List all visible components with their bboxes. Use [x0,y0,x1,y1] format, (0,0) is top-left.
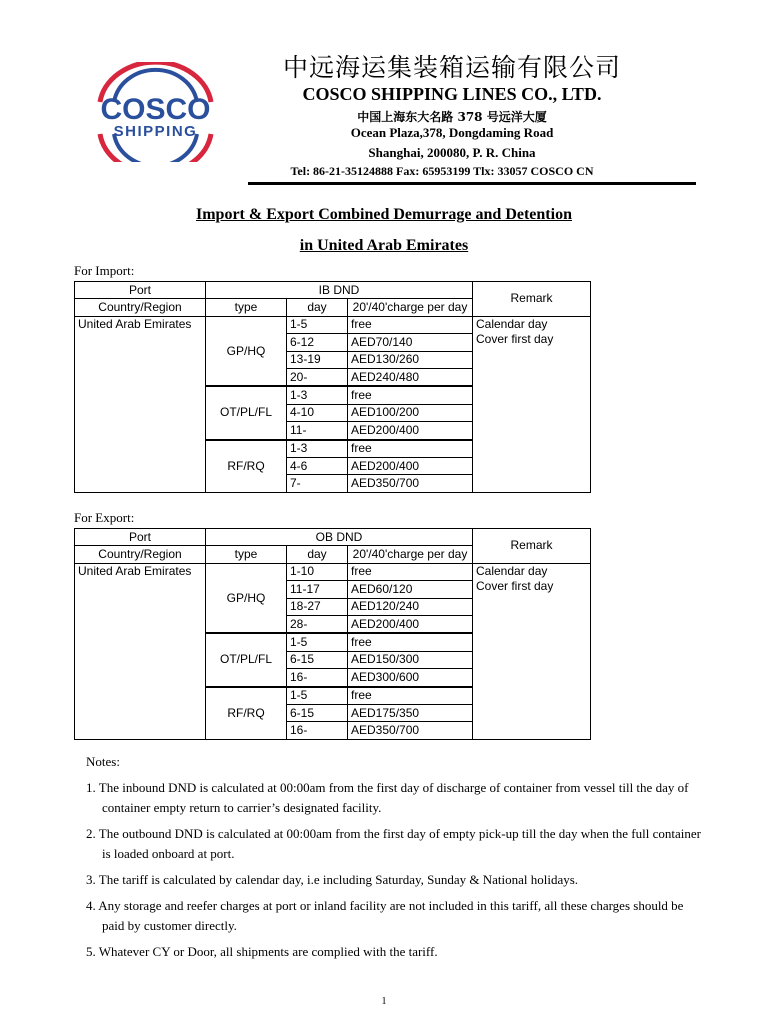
note-item: 4. Any storage and reefer charges at port or inland facility are not included in this tariff, all these charges should be paid by customer directly. [86,898,684,933]
export-dnd-table [74,528,591,740]
charge-cell: AED350/700 [348,722,473,739]
container-type-cell: GP/HQ [206,563,287,633]
container-type-cell: RF/RQ [206,440,287,493]
remark-header: Remark [473,529,591,564]
day-range-cell: 1-5 [287,316,348,333]
cosco-shipping-logo [78,62,233,162]
export-section-label: For Export: [74,510,135,525]
day-range-cell: 1-3 [287,386,348,404]
day-range-cell: 11-17 [287,581,348,598]
charge-cell: AED70/140 [348,334,473,351]
country-cell: United Arab Emirates [75,316,206,492]
note-item: 1. The inbound DND is calculated at 00:00am from the first day of discharge of container from vessel till the day of container empty return to carrier’s designated facility. [86,780,689,815]
charge-cell: AED300/600 [348,669,473,687]
day-range-cell: 4-10 [287,404,348,421]
import-dnd-table [74,281,591,493]
address-cn: 中国上海东大名路 378 号远洋大厦 [357,110,547,124]
charge-cell: free [348,440,473,458]
day-range-cell: 1-3 [287,440,348,458]
container-type-cell: RF/RQ [206,687,287,740]
charge-cell: AED100/200 [348,404,473,421]
port-header: Port [75,282,206,299]
remark-cell [473,316,591,492]
container-type-cell: OT/PL/FL [206,386,287,439]
port-header: Port [75,529,206,546]
company-name-en: COSCO SHIPPING LINES CO., LTD. [302,84,602,104]
note-item: 2. The outbound DND is calculated at 00:00am from the first day of empty pick-up till the day when the full container is loaded onboard at port. [86,826,701,861]
day-header: day [287,299,348,316]
day-range-cell: 16- [287,669,348,687]
day-range-cell: 18-27 [287,598,348,615]
day-range-cell: 16- [287,722,348,739]
header-divider [248,182,696,185]
address-line-2: Shanghai, 200080, P. R. China [368,145,536,160]
svg-text:COSCO: COSCO [100,93,211,126]
remark-line: Calendar day [476,316,548,331]
day-range-cell: 7- [287,475,348,492]
contact-line: Tel: 86-21-35124888 Fax: 65953199 Tlx: 33057 COSCO CN [290,164,594,178]
day-range-cell: 6-15 [287,651,348,668]
charge-cell: AED200/400 [348,615,473,633]
container-type-cell: OT/PL/FL [206,633,287,686]
notes-section [86,752,706,968]
charge-header: 20'/40'charge per day [348,546,473,563]
day-range-cell: 13-19 [287,351,348,368]
remark-cell [473,563,591,739]
charge-cell: free [348,386,473,404]
container-type-cell: GP/HQ [206,316,287,386]
page-number: 1 [381,996,387,1007]
charge-cell: AED130/260 [348,351,473,368]
document-title: Import & Export Combined Demurrage and Detention [196,206,572,223]
day-range-cell: 6-12 [287,334,348,351]
day-range-cell: 4-6 [287,457,348,474]
import-section-label: For Import: [74,263,135,278]
charge-cell: AED175/350 [348,704,473,721]
note-item: 5. Whatever CY or Door, all shipments are complied with the tariff. [86,944,438,959]
note-item: 3. The tariff is calculated by calendar day, i.e including Saturday, Sunday & National holidays. [86,872,579,887]
day-range-cell: 11- [287,422,348,440]
address-line-1: Ocean Plaza,378, Dongdaming Road [350,125,554,140]
group-header: OB DND [206,529,473,546]
remark-line: Cover first day [476,331,554,346]
day-range-cell: 6-15 [287,704,348,721]
country-cell: United Arab Emirates [75,563,206,739]
charge-cell: AED150/300 [348,651,473,668]
charge-cell: free [348,687,473,705]
charge-cell: free [348,633,473,651]
charge-cell: AED200/400 [348,457,473,474]
charge-cell: AED350/700 [348,475,473,492]
day-range-cell: 1-5 [287,687,348,705]
day-range-cell: 20- [287,368,348,386]
country-region-header: Country/Region [75,546,206,563]
country-region-header: Country/Region [75,299,206,316]
table-row [75,316,591,333]
charge-cell: free [348,316,473,333]
document-subtitle: in United Arab Emirates [299,237,469,254]
svg-text:SHIPPING: SHIPPING [113,123,198,140]
day-range-cell: 28- [287,615,348,633]
type-header: type [206,546,287,563]
remark-header: Remark [473,282,591,317]
charge-cell: AED60/120 [348,581,473,598]
remark-line: Cover first day [476,578,554,593]
day-header: day [287,546,348,563]
company-name-cn: 中远海运集装箱运输有限公司 [282,53,621,82]
day-range-cell: 1-10 [287,563,348,580]
remark-line: Calendar day [476,563,548,578]
charge-cell: AED120/240 [348,598,473,615]
day-range-cell: 1-5 [287,633,348,651]
type-header: type [206,299,287,316]
charge-header: 20'/40'charge per day [348,299,473,316]
table-row [75,563,591,580]
charge-cell: AED240/480 [348,368,473,386]
notes-heading: Notes: [86,754,120,769]
group-header: IB DND [206,282,473,299]
charge-cell: AED200/400 [348,422,473,440]
charge-cell: free [348,563,473,580]
